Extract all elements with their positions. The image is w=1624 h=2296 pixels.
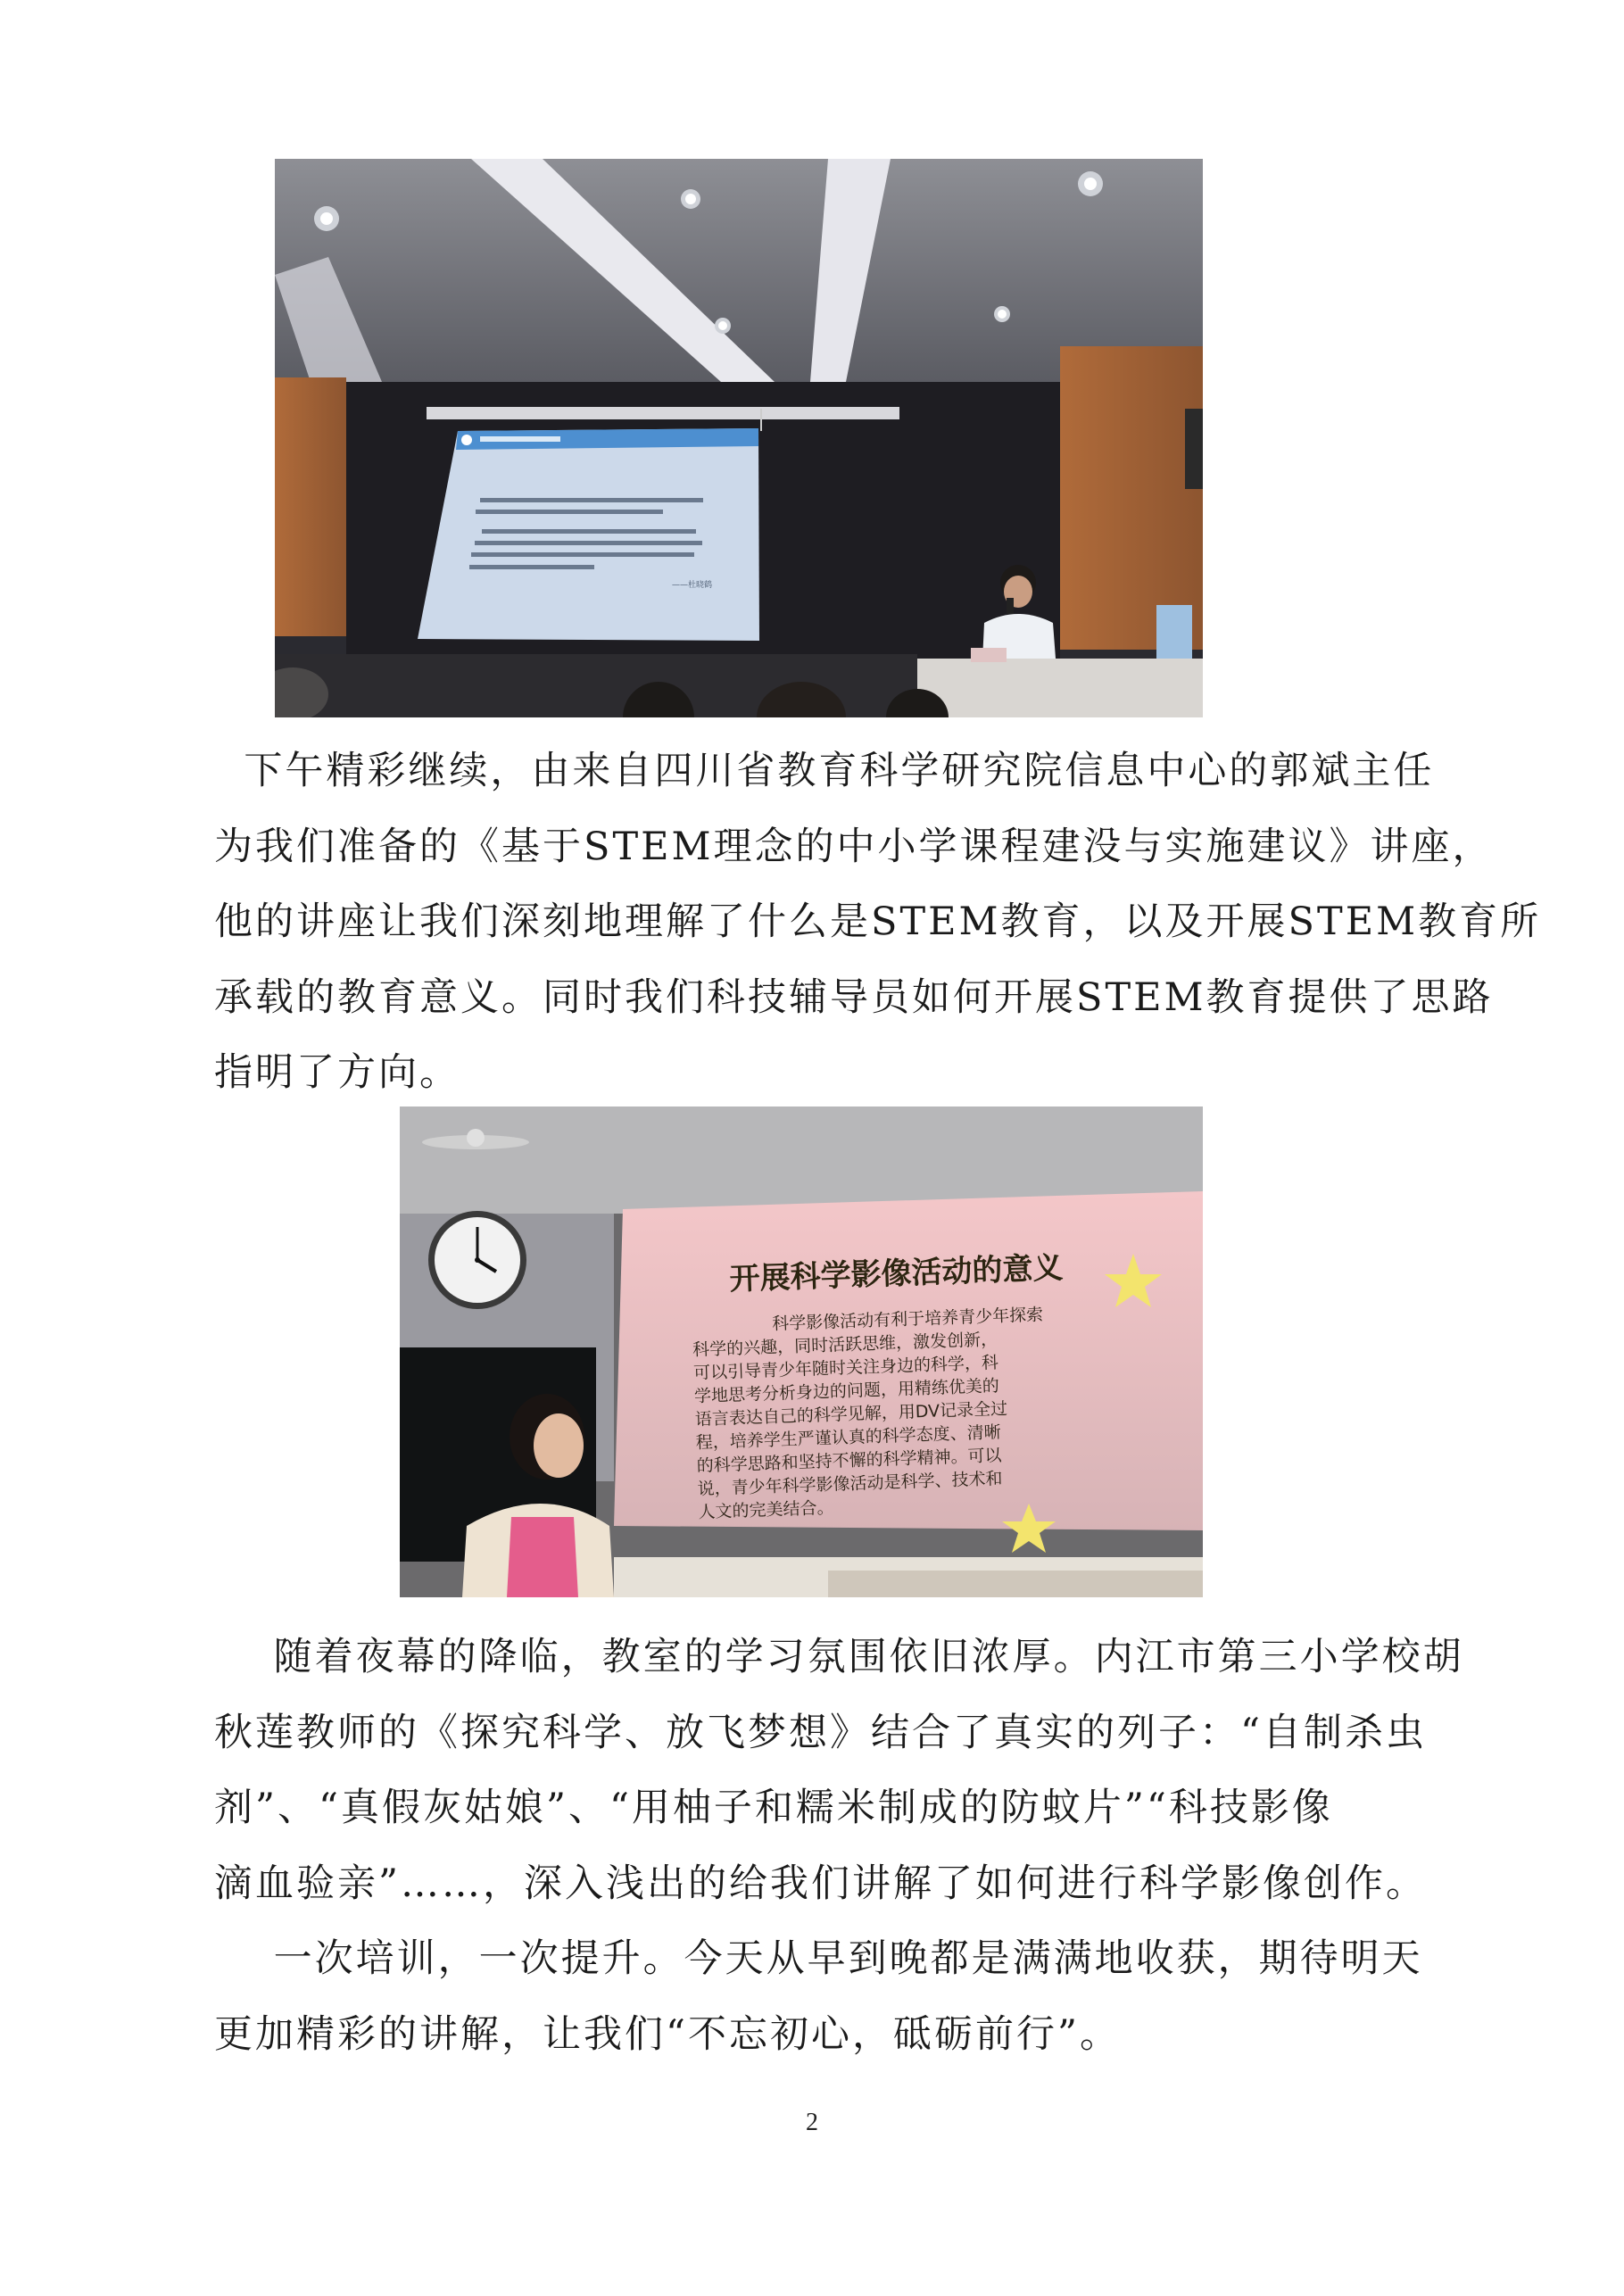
paragraph-afternoon-lecture xyxy=(214,734,1542,1111)
paragraph-line: 为我们准备的《基于STEM理念的中小学课程建没与实施建议》讲座， xyxy=(214,824,1494,869)
paragraph-evening-lecture xyxy=(214,1620,1464,1921)
slide-body-line: 说，青少年科学影像活动是科学、技术和 xyxy=(697,1469,1003,1499)
paragraph-line: 指明了方向。 xyxy=(214,1050,460,1095)
slide-body-line: 科学影像活动有利于培养青少年探索 xyxy=(771,1305,1044,1334)
paragraph-line: 他的讲座让我们深刻地理解了什么是STEM教育，以及开展STEM教育所 xyxy=(214,899,1542,944)
slide-body-line: 可以引导青少年随时关注身边的科学，科 xyxy=(692,1353,999,1384)
paragraph-line: 滴血验亲”……，深入浅出的给我们讲解了如何进行科学影像创作。 xyxy=(214,1861,1427,1906)
slide-body-line: 人文的完美结合。 xyxy=(698,1497,834,1522)
paragraph-line: 剂”、“真假灰姑娘”、“用柚子和糯米制成的防蚊片”“科技影像 xyxy=(214,1786,1333,1830)
paragraph-line: 承载的教育意义。同时我们科技辅导员如何开展STEM教育提供了思路 xyxy=(214,974,1494,1020)
slide-title: 开展科学影像活动的意义 xyxy=(728,1249,1065,1297)
paragraph-line: 秋莲教师的《探究科学、放飞梦想》结合了真实的列子：“自制杀虫 xyxy=(214,1710,1427,1755)
paragraph-conclusion xyxy=(214,1921,1437,2072)
slide-body-line: 语言表达自己的科学见解，用DV记录全过 xyxy=(694,1398,1008,1430)
paragraph-line: 更加精彩的讲解，让我们“不忘初心，砥砺前行”。 xyxy=(214,2011,1121,2057)
slide-body-line: 科学的兴趣，同时活跃思维，激发创新， xyxy=(692,1330,998,1361)
slide-author: ——杜晓鹤 xyxy=(672,581,713,590)
lecture-photo-2-image xyxy=(400,1107,1203,1597)
paragraph-line: 随着夜幕的降临，教室的学习氛围依旧浓厚。内江市第三小学校胡 xyxy=(214,1635,1464,1679)
slide-body-line: 程，培养学生严谨认真的科学态度、清晰 xyxy=(695,1422,1002,1453)
slide-body-line: 学地思考分析身边的问题，用精练优美的 xyxy=(693,1376,1000,1407)
paragraph-line: 一次培训，一次提升。今天从早到晚都是满满地收获，期待明天 xyxy=(214,1936,1423,1981)
slide-body-line: 的科学思路和坚持不懈的科学精神。可以 xyxy=(696,1446,1002,1476)
lecture-photo-1-image xyxy=(275,159,1203,717)
lecture-photo-2 xyxy=(400,1107,1203,1597)
page-number: 2 xyxy=(806,2109,818,2136)
lecture-photo-1 xyxy=(275,159,1203,717)
paragraph-line: 下午精彩继续，由来自四川省教育科学研究院信息中心的郭斌主任 xyxy=(214,749,1435,793)
